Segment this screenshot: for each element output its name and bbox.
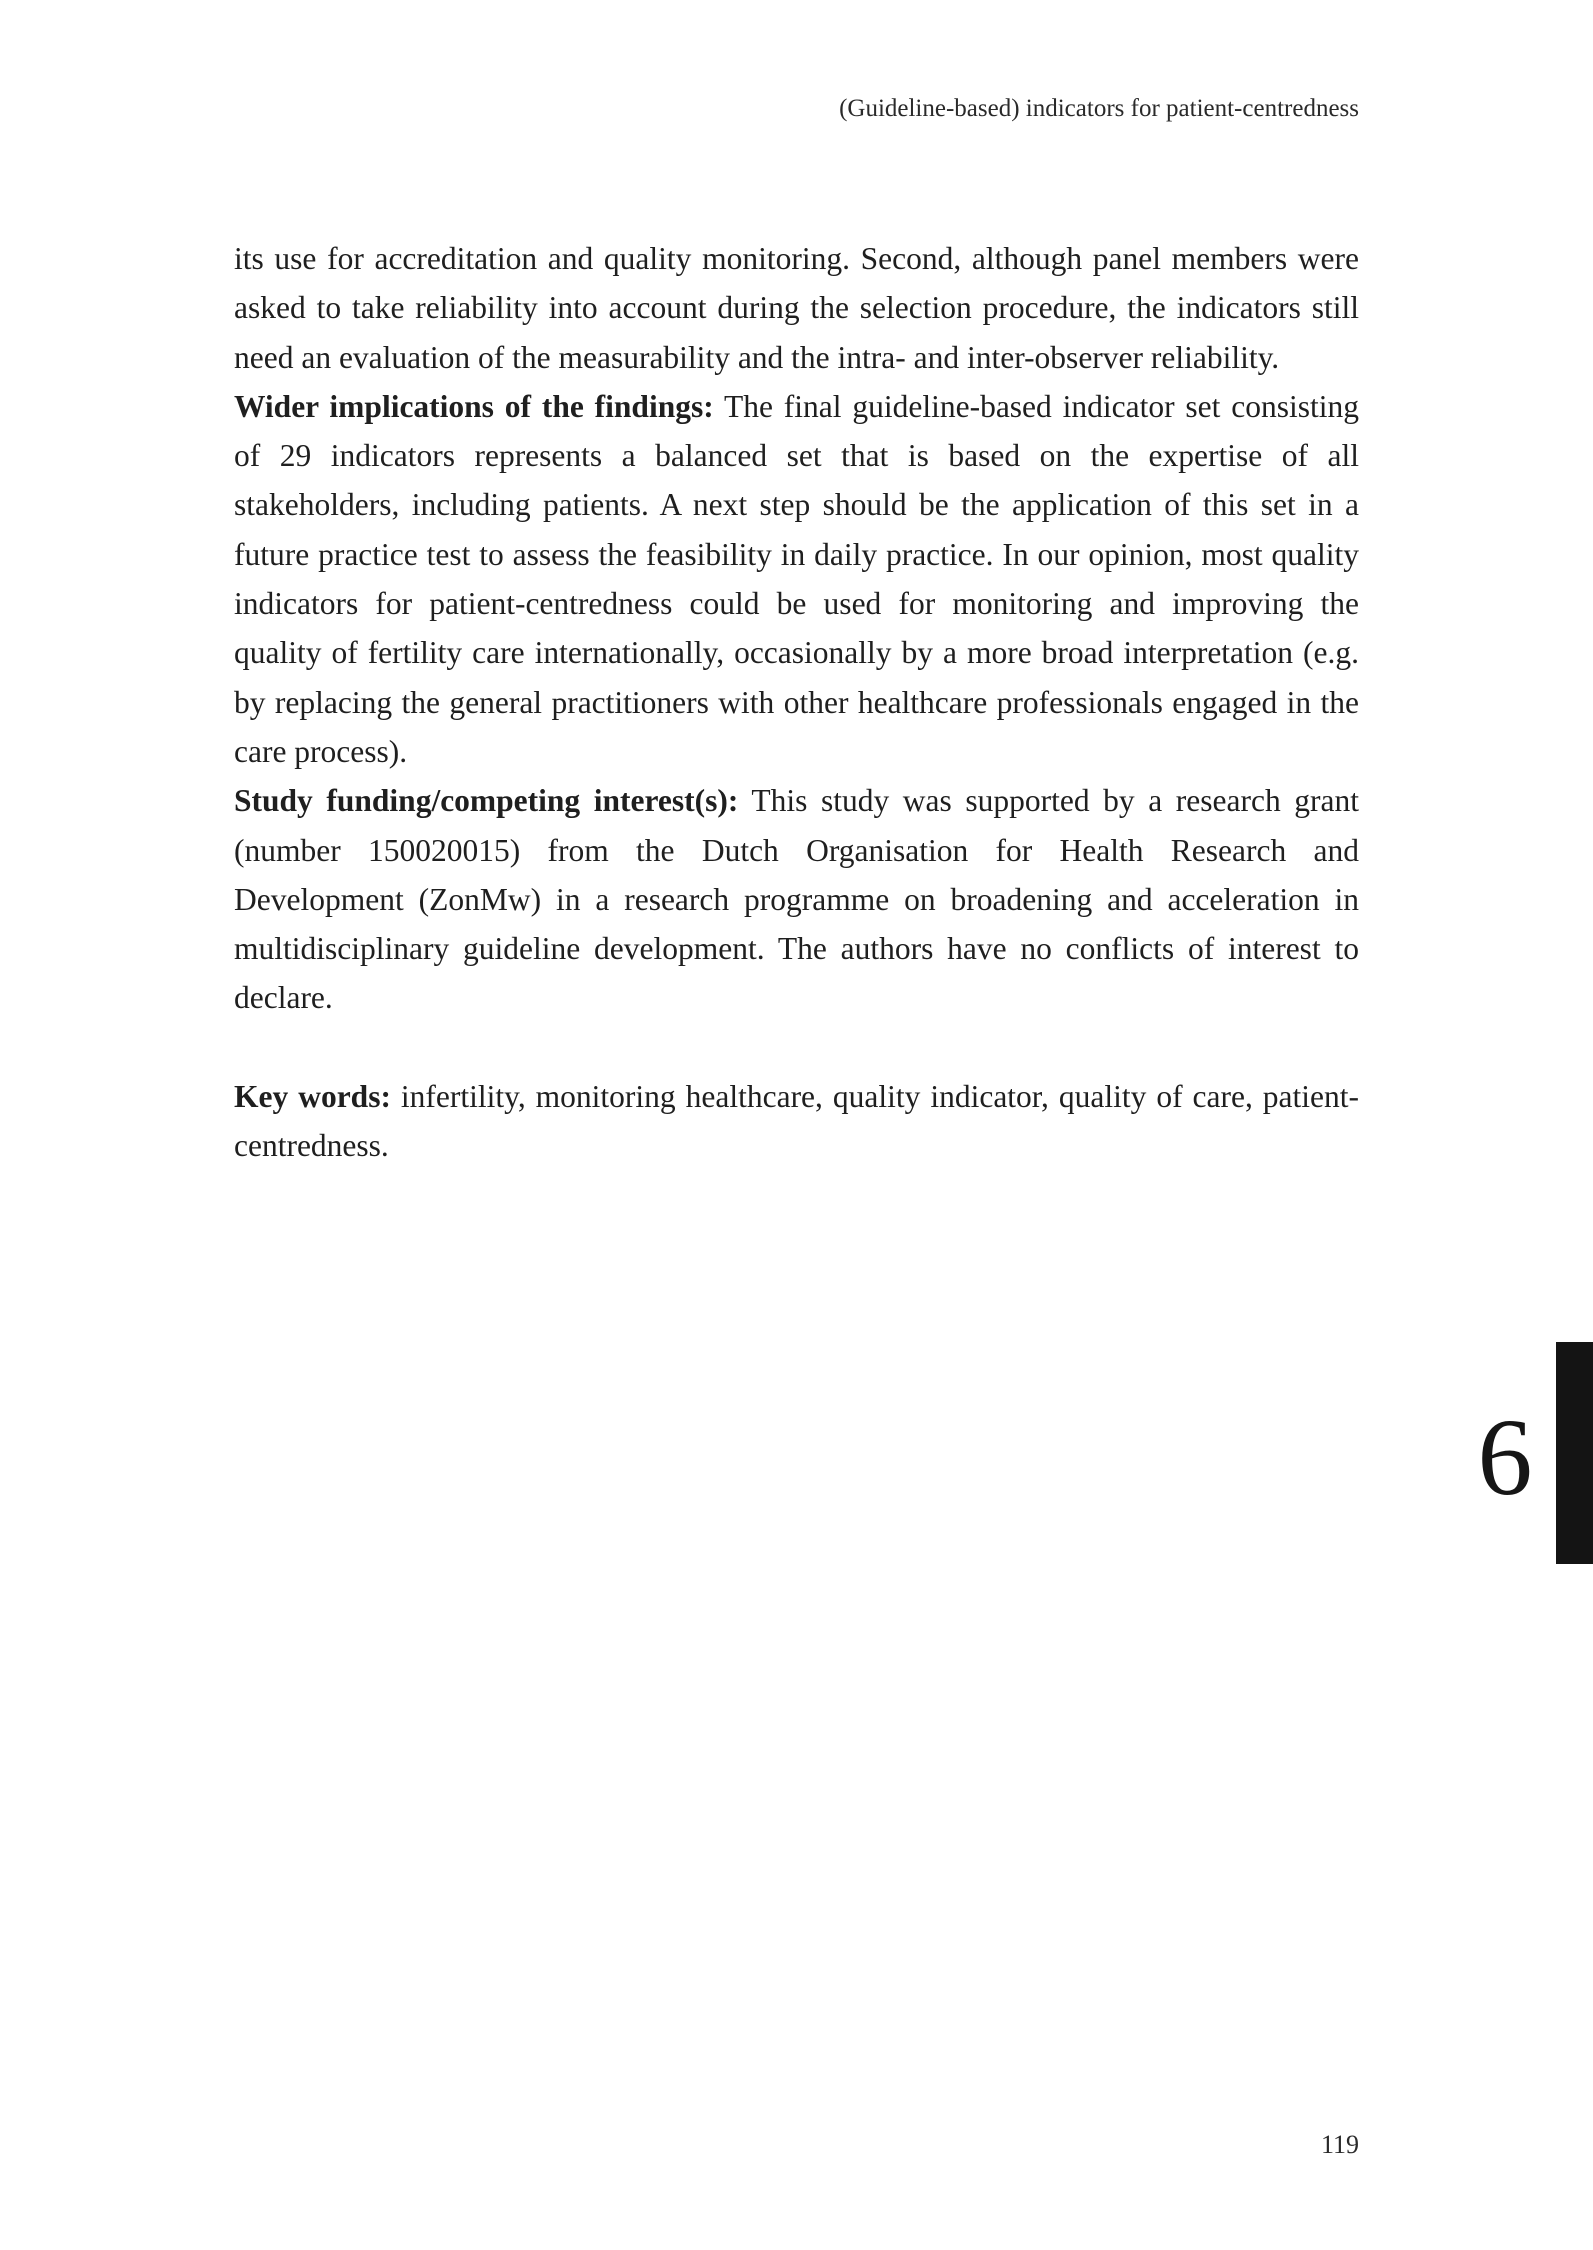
continuation-paragraph: its use for accreditation and quality monitoring. Second, although panel members were asked to take reliability into account during the selection procedure, the indicators still need an evaluation of the measurability and the intra- and inter-observer reliability.	[234, 241, 1359, 375]
running-header: (Guideline-based) indicators for patient-centredness	[839, 95, 1359, 122]
key-words-paragraph	[234, 1072, 1359, 1171]
abstract-body	[234, 234, 1359, 1170]
key-words-label: Key words:	[234, 1078, 391, 1114]
paragraph-spacer	[234, 1023, 1359, 1072]
page-number: 119	[1320, 2130, 1359, 2159]
wider-implications-label: Wider implications of the findings:	[234, 388, 714, 424]
study-funding-paragraph	[234, 776, 1359, 1022]
study-funding-label: Study funding/competing interest(s):	[234, 783, 739, 819]
wider-implications-text: The final guideline-based indicator set consisting of 29 indicators represents a balanced set that is based on the expertise of all stakeholders, including patients. A next step should be the application of this set in a future practice test to assess the feasibility in daily practice. In our opinion, most quality indicators for patient-centredness could be used for monitoring and improving the quality of fertility care internationally, occasionally by a more broad interpretation (e.g. by replacing the general practitioners with other healthcare professionals engaged in the care process).	[234, 388, 1359, 769]
wider-implications-paragraph	[234, 382, 1359, 776]
chapter-number: 6	[1477, 1396, 1533, 1518]
chapter-tab-marker	[1556, 1342, 1593, 1564]
key-words-text: infertility, monitoring healthcare, quality indicator, quality of care, patient-centredness.	[234, 1078, 1359, 1164]
study-funding-text: This study was supported by a research grant (number 150020015) from the Dutch Organisation for Health Research and Development (ZonMw) in a research programme on broadening and acceleration in multidisciplinary guideline development. The authors have no conflicts of interest to declare.	[234, 783, 1359, 1016]
